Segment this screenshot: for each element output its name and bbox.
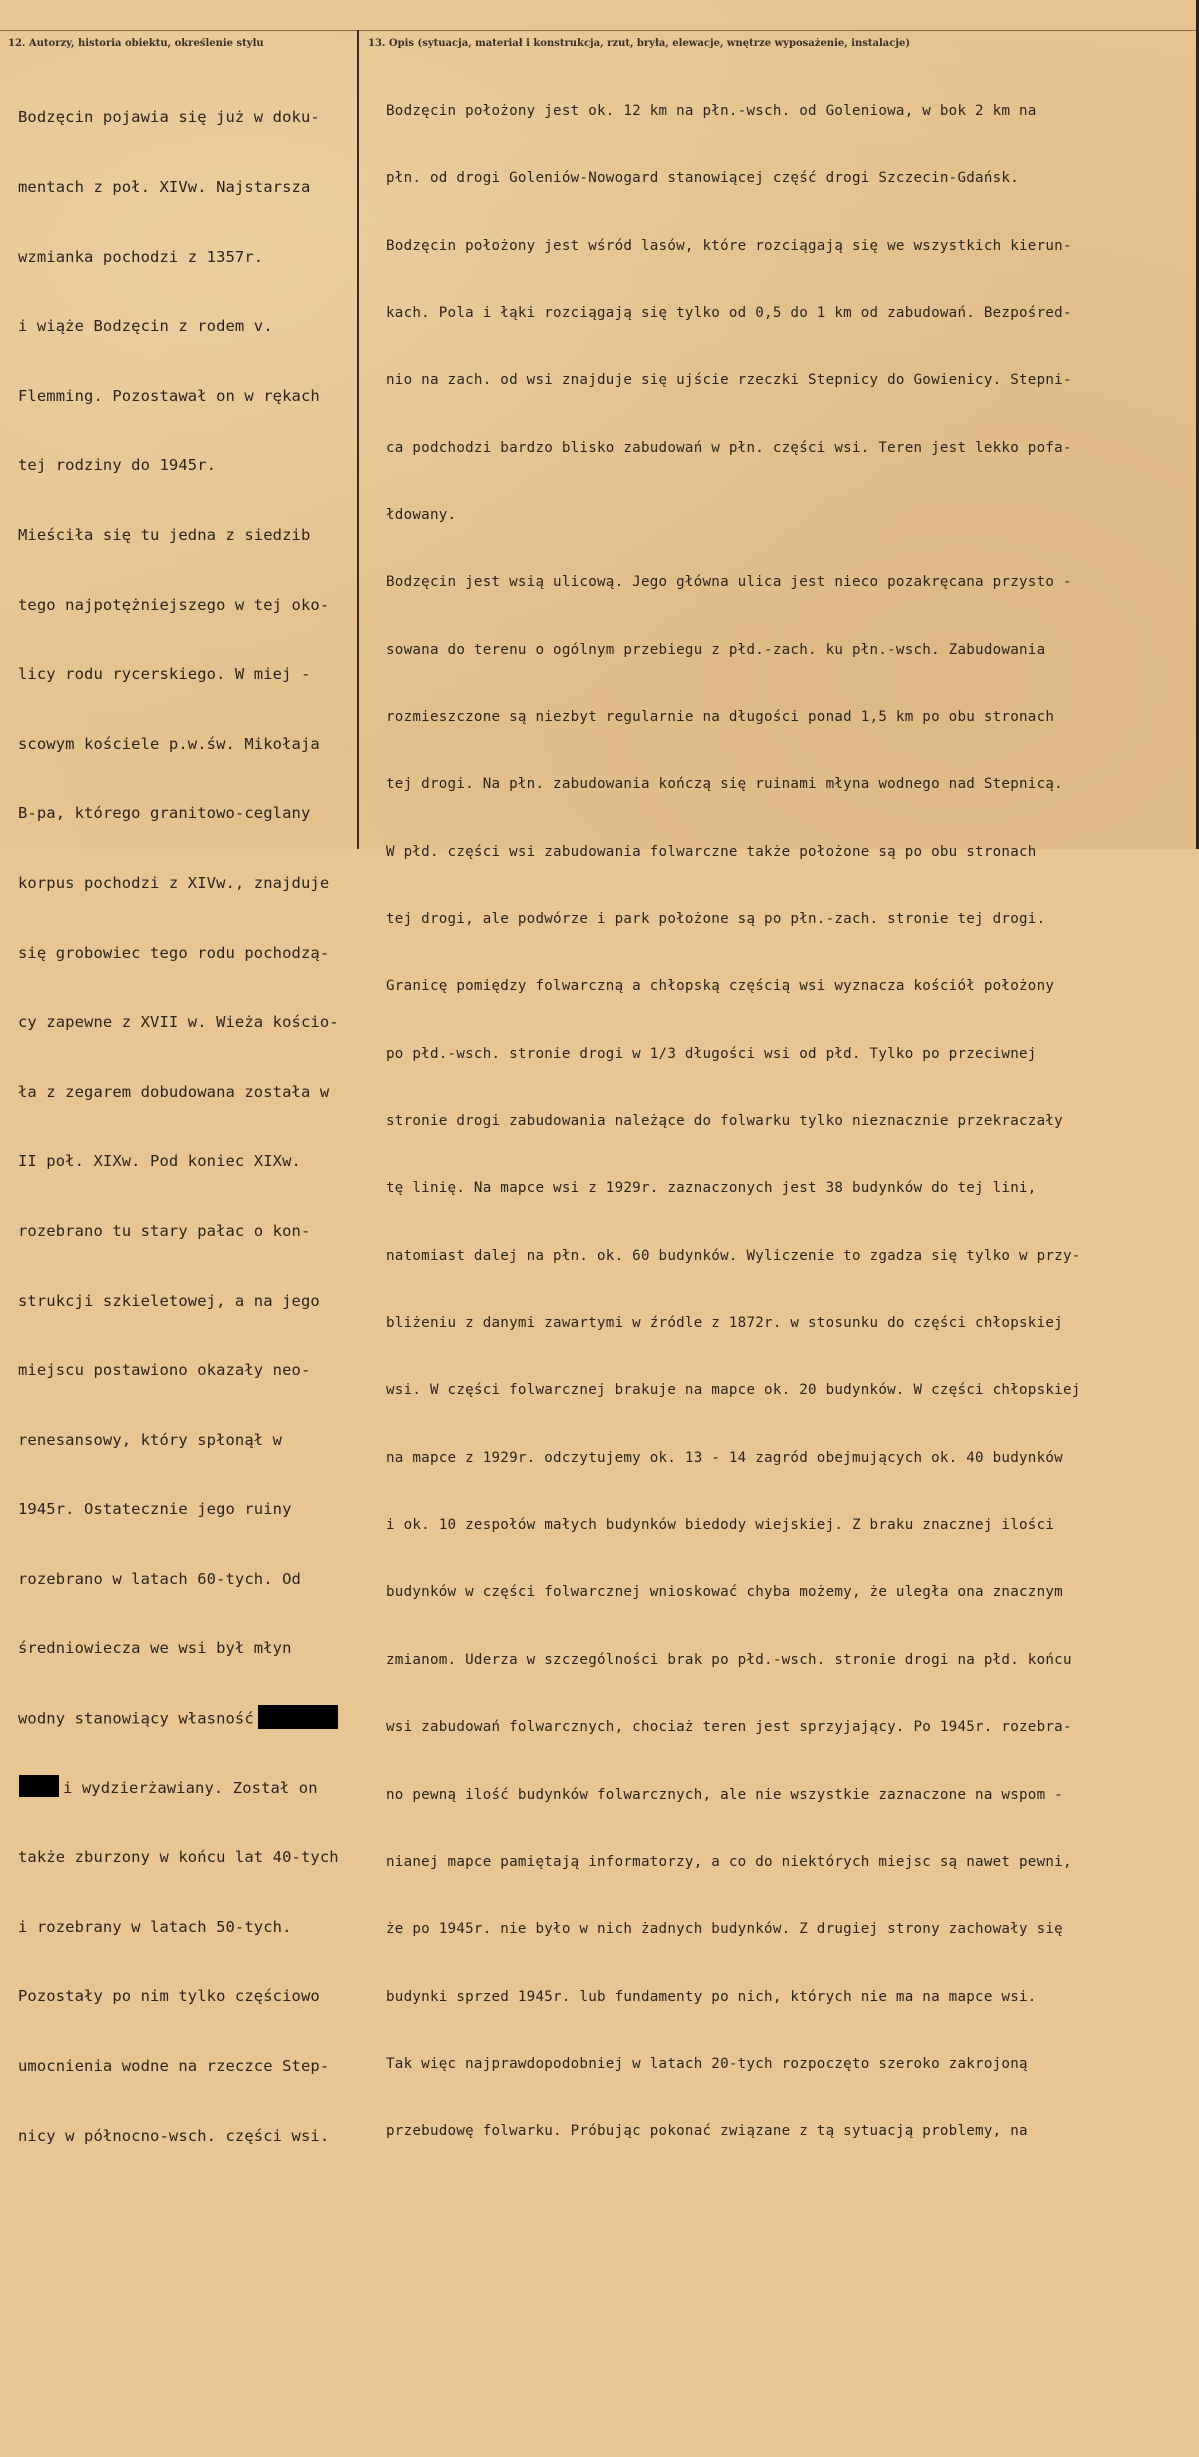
description-line: przebudowę folwarku. Próbując pokonać związane z tą sytuacją problemy, na: [386, 2123, 1028, 2140]
description-line: że po 1945r. nie było w nich żadnych budynków. Z drugiej strony zachowały się: [386, 1921, 1063, 1938]
history-line: wodny stanowiący własność: [18, 1709, 254, 1728]
history-line: Bodzęcin pojawia się już w doku-: [18, 108, 320, 127]
description-line: zmianom. Uderza w szczególności brak po płd.-wsch. stronie drogi na płd. końcu: [386, 1651, 1072, 1668]
history-line-with-redaction: [18, 1707, 360, 1730]
history-line: strukcji szkieletowej, a na jego: [18, 1291, 320, 1310]
history-line: mentach z poł. XIVw. Najstarsza: [18, 178, 311, 196]
redaction-block: [258, 1705, 338, 1729]
history-line: nicy w północno-wsch. części wsi.: [18, 2126, 330, 2145]
history-line: średniowiecza we wsi był młyn: [18, 1639, 292, 1658]
description-line: tę linię. Na mapce wsi z 1929r. zaznaczonych jest 38 budynków do tej lini,: [386, 1180, 1037, 1197]
history-line: ła z zegarem dobudowana została w: [18, 1082, 330, 1101]
history-line: i wydzierżawiany. Został on: [63, 1778, 318, 1797]
history-line: i wiąże Bodzęcin z rodem v.: [18, 317, 273, 336]
history-line: także zburzony w końcu lat 40-tych: [18, 1848, 339, 1867]
history-column: [18, 60, 360, 2194]
redaction-block: [19, 1775, 59, 1797]
description-line: tej drogi. Na płn. zabudowania kończą się ruinami młyna wodnego nad Stepnicą.: [386, 776, 1063, 793]
description-line: [386, 2255, 1186, 2277]
description-line: wsi. W części folwarcznej brakuje na mapce ok. 20 budynków. W części chłopskiej: [386, 1382, 1081, 1399]
description-line: Tak więc najprawdopodobniej w latach 20-tych rozpoczęto szeroko zakrojoną: [386, 2055, 1028, 2072]
description-line: [386, 2322, 1186, 2344]
history-line: renesansowy, który spłonął w: [18, 1430, 283, 1449]
description-line: budynków w części folwarcznej wnioskować chyba możemy, że uległa ona znacznym: [386, 1584, 1063, 1601]
description-line: łdowany.: [386, 506, 457, 523]
history-line: rozebrano tu stary pałac o kon-: [18, 1221, 311, 1240]
description-line: po płd.-wsch. stronie drogi w 1/3 długości wsi od płd. Tylko po przeciwnej: [386, 1045, 1037, 1062]
history-line: wzmianka pochodzi z 1357r.: [18, 247, 264, 266]
description-line: bliżeniu z danymi zawartymi w źródle z 1872r. w stosunku do części chłopskiej: [386, 1315, 1063, 1332]
description-line: Bodzęcin jest wsią ulicową. Jego główna ulica jest nieco pozakręcana przysto -: [386, 574, 1072, 591]
description-line: kach. Pola i łąki rozciągają się tylko od 0,5 do 1 km od zabudowań. Bezpośred-: [386, 304, 1072, 321]
history-line: Flemming. Pozostawał on w rękach: [18, 386, 320, 405]
description-line: nianej mapce pamiętają informatorzy, a co do niektórych miejsc są nawet pewni,: [386, 1853, 1072, 1870]
description-line: wsi zabudowań folwarcznych, chociaż teren jest sprzyjający. Po 1945r. rozebra-: [386, 1719, 1072, 1736]
description-line: Granicę pomiędzy folwarczną a chłopską częścią wsi wyznacza kościół położony: [386, 978, 1055, 995]
description-line: nio na zach. od wsi znajduje się ujście rzeczki Stepnicy do Gowienicy. Stepni-: [386, 372, 1072, 389]
history-line: II poł. XIXw. Pod koniec XIXw.: [18, 1152, 301, 1171]
history-line: korpus pochodzi z XIVw., znajduje: [18, 873, 330, 892]
history-line: scowym kościele p.w.św. Mikołaja: [18, 734, 320, 753]
description-line: na mapce z 1929r. odczytujemy ok. 13 - 14 zagród obejmujących ok. 40 budynków: [386, 1449, 1063, 1466]
description-line: ca podchodzi bardzo blisko zabudowań w płn. części wsi. Teren jest lekko pofa-: [386, 439, 1072, 456]
history-line: rozebrano w latach 60-tych. Od: [18, 1569, 301, 1588]
history-line: cy zapewne z XVII w. Wieża kościo-: [18, 1013, 339, 1032]
section-12-header: 12. Autorzy, historia obiektu, określenie stylu: [8, 38, 264, 49]
description-line: [386, 2188, 1186, 2210]
description-line: i ok. 10 zespołów małych budynków biedody wiejskiej. Z braku znacznej ilości: [386, 1517, 1055, 1534]
description-line: tej drogi, ale podwórze i park położone są po płn.-zach. stronie tej drogi.: [386, 911, 1046, 928]
history-line: Pozostały po nim tylko częściowo: [18, 1987, 320, 2006]
history-line: licy rodu rycerskiego. W miej -: [18, 665, 311, 684]
history-line: B-pa, którego granitowo-ceglany: [18, 804, 311, 823]
history-line: umocnienia wodne na rzeczce Step-: [18, 2057, 330, 2076]
history-line: miejscu postawiono okazały neo-: [18, 1361, 311, 1380]
description-line: no pewną ilość budynków folwarcznych, ale nie wszystkie zaznaczone na wspom -: [386, 1786, 1063, 1803]
description-line: stronie drogi zabudowania należące do folwarku tylko nieznacznie przekraczały: [386, 1113, 1063, 1130]
description-line: sowana do terenu o ogólnym przebiegu z płd.-zach. ku płn.-wsch. Zabudowania: [386, 641, 1046, 658]
description-line: W płd. części wsi zabudowania folwarczne także położone są po obu stronach: [386, 843, 1037, 860]
history-line: się grobowiec tego rodu pochodzą-: [18, 943, 330, 962]
description-line: budynki sprzed 1945r. lub fundamenty po nich, których nie ma na mapce wsi.: [386, 1988, 1037, 2005]
history-line: 1945r. Ostatecznie jego ruiny: [18, 1500, 292, 1519]
history-line: i rozebrany w latach 50-tych.: [18, 1917, 292, 1936]
description-line: rozmieszczone są niezbyt regularnie na długości ponad 1,5 km po obu stronach: [386, 709, 1055, 725]
history-line: tej rodziny do 1945r.: [18, 456, 217, 475]
description-column: [386, 55, 1186, 2457]
description-line: płn. od drogi Goleniów-Nowogard stanowiącej część drogi Szczecin-Gdańsk.: [386, 170, 1019, 187]
description-line: [386, 2390, 1186, 2412]
history-line-with-redaction: [18, 1777, 360, 1800]
description-line: natomiast dalej na płn. ok. 60 budynków. Wyliczenie to zgadza się tylko w przy-: [386, 1247, 1081, 1264]
section-13-header: 13. Opis (sytuacja, materiał i konstrukcja, rzut, bryła, elewacje, wnętrze wyposażenie, instalacje): [368, 38, 911, 49]
description-line: Bodzęcin położony jest wśród lasów, które rozciągają się we wszystkich kierun-: [386, 237, 1072, 254]
description-line: Bodzęcin położony jest ok. 12 km na płn.-wsch. od Goleniowa, w bok 2 km na: [386, 102, 1037, 119]
history-line: Mieściła się tu jedna z siedzib: [18, 525, 311, 544]
history-line: tego najpotężniejszego w tej oko-: [18, 595, 330, 614]
header-band: [0, 0, 1199, 31]
